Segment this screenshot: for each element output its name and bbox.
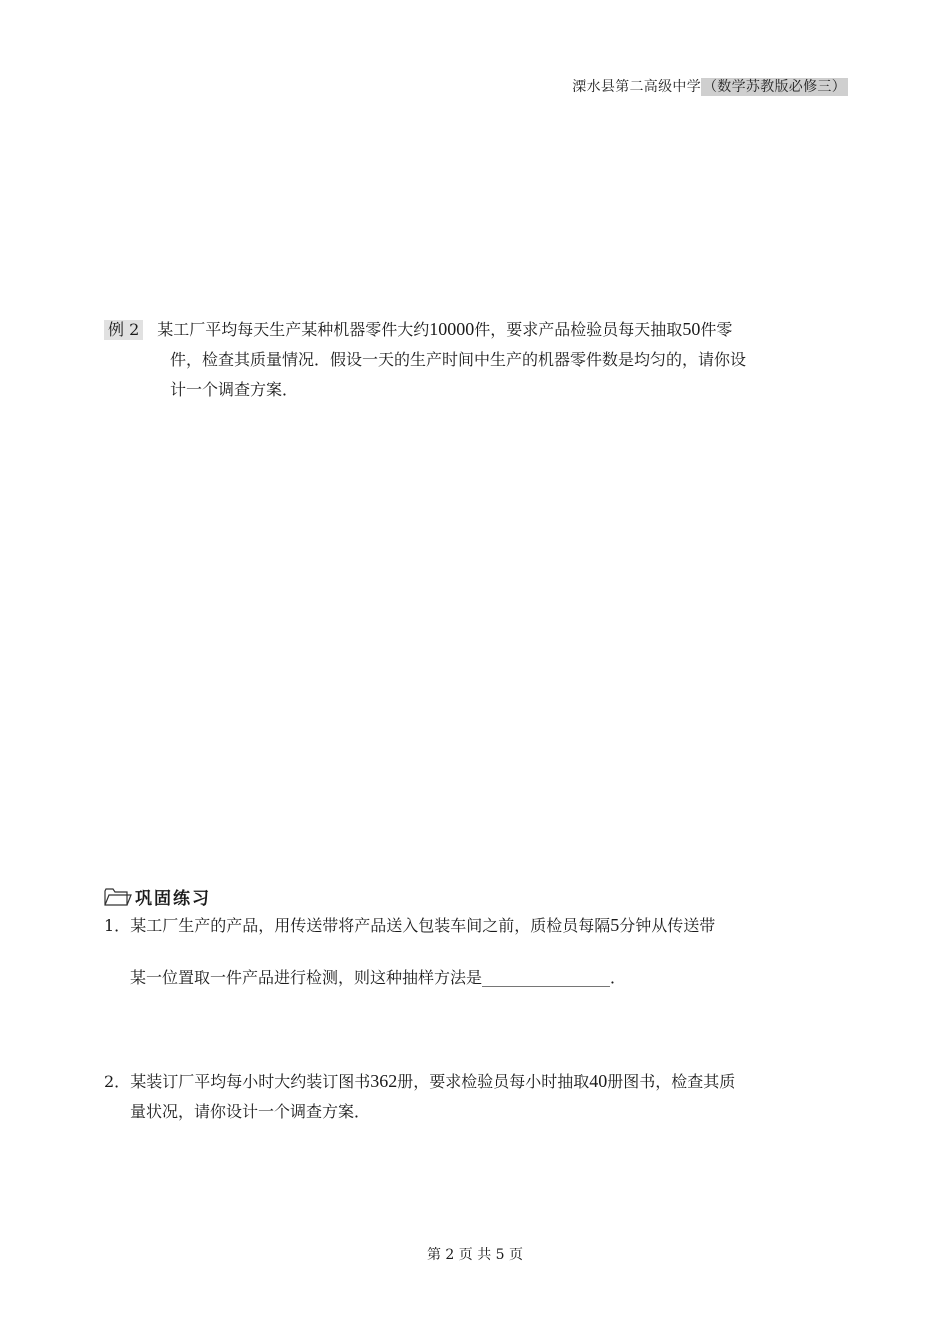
exercise-1-line-1: 1．某工厂生产的产品，用传送带将产品送入包装车间之前，质检员每隔5分钟从传送带 — [104, 915, 716, 935]
school-name: 溧水县第二高级中学 — [572, 79, 701, 95]
exercise-2-line-1: 2．某装订厂平均每小时大约装订图书362册，要求检验员每小时抽取40册图书，检查其质 — [104, 1071, 736, 1091]
number-50: 50 — [682, 319, 701, 339]
practice-section-title — [104, 884, 211, 909]
number-40: 40 — [589, 1071, 608, 1091]
example-line-2: 件，检查其质量情况．假设一天的生产时间中生产的机器零件数是均匀的，请你设 — [170, 350, 747, 369]
exercise-1-line-2: 某一位置取一件产品进行检测，则这种抽样方法是________________． — [130, 968, 627, 987]
number-10000: 10000 — [429, 319, 475, 339]
course-name: （数学苏教版必修三） — [703, 79, 846, 95]
page-footer: 第 2 页 共 5 页 — [426, 1247, 524, 1263]
exercise-2 — [104, 1066, 864, 1127]
answer-blank[interactable]: ________________ — [482, 968, 611, 987]
number-362: 362 — [370, 1071, 398, 1091]
folder-icon — [104, 887, 132, 907]
practice-title-text: 巩固练习 — [135, 889, 211, 909]
example-tag: 例 2 — [104, 320, 143, 340]
exercise-2-line-2: 量状况，请你设计一个调查方案． — [130, 1102, 371, 1121]
example-2 — [104, 314, 856, 405]
number-5: 5 — [610, 915, 620, 935]
example-line-1: 例 2 某工厂平均每天生产某种机器零件大约10000件，要求产品检验员每天抽取50件零 — [104, 314, 856, 345]
example-line-3: 计一个调查方案． — [170, 380, 299, 399]
page-header — [572, 78, 848, 96]
exercise-1 — [104, 910, 864, 993]
